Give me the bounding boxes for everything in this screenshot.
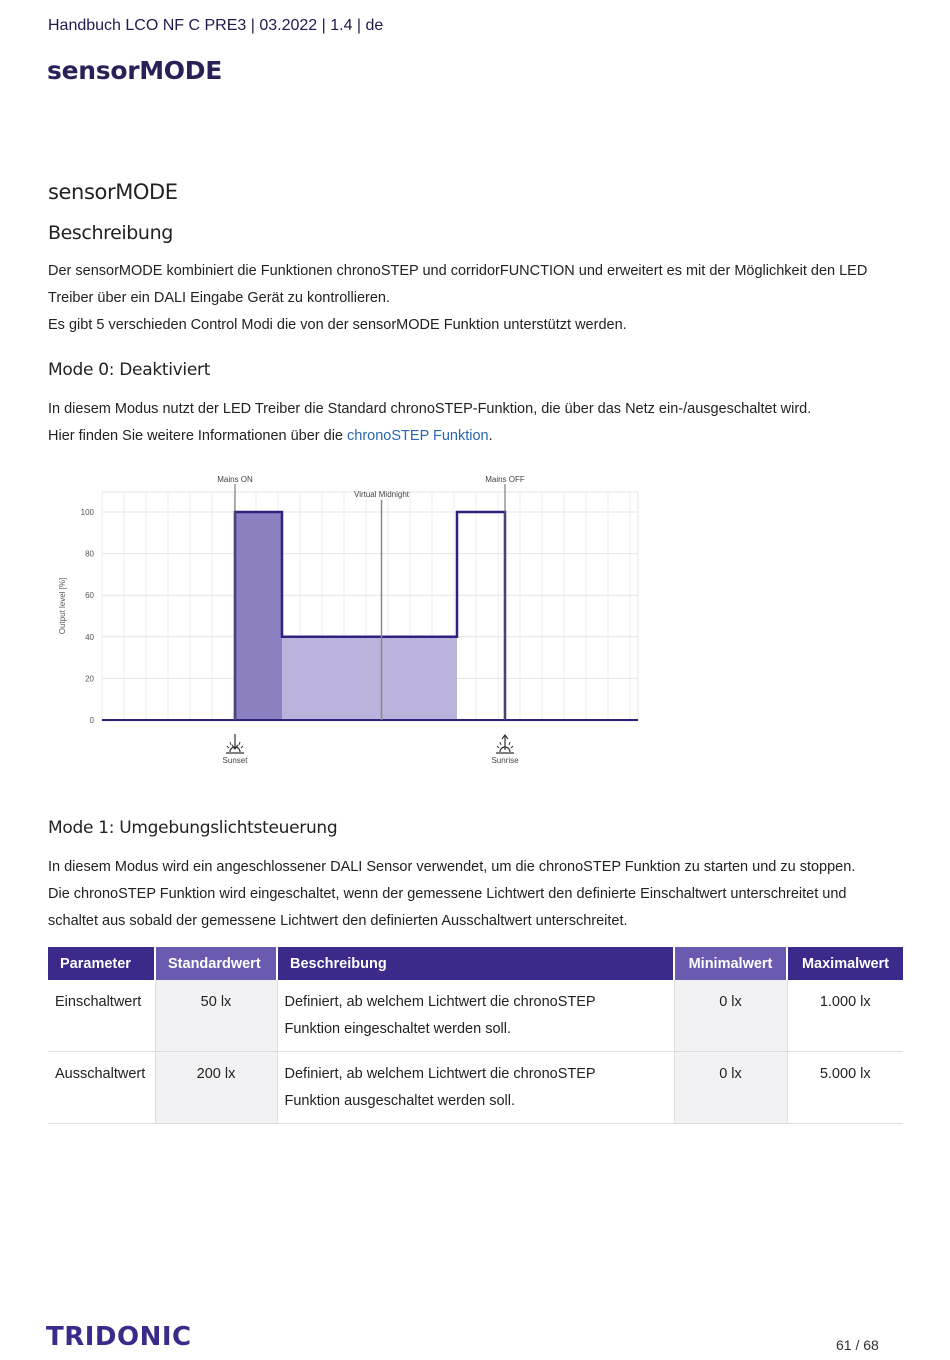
- y-tick-label: 100: [80, 508, 94, 517]
- virtual-midnight-label: Virtual Midnight: [354, 490, 409, 499]
- table-row: [48, 980, 903, 1052]
- mains-off-label: Mains OFF: [485, 475, 525, 484]
- mode1-heading: Mode 1: Umgebungslichtsteuerung: [48, 818, 338, 838]
- description-line-1: Der sensorMODE kombiniert die Funktionen chronoSTEP und corridorFUNCTION und erweitert es mit der Möglichkeit den LED: [48, 263, 868, 279]
- description-paragraph: [48, 258, 908, 339]
- cell-default: 50 lx: [155, 980, 277, 1052]
- sun-ray: [227, 746, 229, 748]
- cell-description: [277, 1052, 674, 1124]
- sun-ray: [230, 742, 231, 745]
- y-tick-label: 60: [85, 591, 94, 601]
- chronostep-link[interactable]: chronoSTEP Funktion: [347, 428, 489, 444]
- area-segment-middle: [282, 637, 457, 720]
- cell-min: 0 lx: [674, 980, 787, 1052]
- chronostep-chart: [48, 466, 648, 776]
- sun-ray: [509, 742, 510, 745]
- header-section-title: sensorMODE: [47, 56, 222, 85]
- mode0-line-1: In diesem Modus nutzt der LED Treiber die Standard chronoSTEP-Funktion, die über das Netz ein-/ausgeschaltet wird.: [48, 401, 812, 417]
- cell-parameter: Ausschaltwert: [48, 1052, 155, 1124]
- table-row: [48, 1052, 903, 1124]
- y-tick-label: 0: [89, 716, 94, 725]
- cell-min: 0 lx: [674, 1052, 787, 1124]
- header-parameter: Parameter: [48, 947, 155, 980]
- description-line: Definiert, ab welchem Lichtwert die chronoSTEP: [284, 1066, 596, 1082]
- mode1-line-3: schaltet aus sobald der gemessene Lichtwert den definierten Ausschaltwert unterschreitet.: [48, 913, 628, 929]
- sunset-label: Sunset: [222, 756, 248, 765]
- header-max: Maximalwert: [787, 947, 903, 980]
- cell-max: 5.000 lx: [787, 1052, 903, 1124]
- description-line: Funktion eingeschaltet werden soll.: [284, 1021, 511, 1037]
- sun-ray: [239, 742, 240, 745]
- section-heading: Beschreibung: [48, 222, 173, 244]
- header-doc-info: Handbuch LCO NF C PRE3 | 03.2022 | 1.4 | de: [48, 17, 384, 34]
- sunset-icon: [226, 734, 244, 753]
- header-min: Minimalwert: [674, 947, 787, 980]
- page-title: sensorMODE: [48, 180, 178, 204]
- mode1-line-1: In diesem Modus wird ein angeschlossener DALI Sensor verwendet, um die chronoSTEP Funktion zu starten und zu stoppen.: [48, 859, 856, 875]
- table-header-row: [48, 947, 903, 980]
- sunrise-label: Sunrise: [491, 756, 519, 765]
- description-line-3: Es gibt 5 verschieden Control Modi die von der sensorMODE Funktion unterstützt werden.: [48, 317, 627, 333]
- mode0-line-2-suffix: .: [488, 428, 493, 444]
- sun-ray: [500, 742, 501, 745]
- mode0-line-2-prefix: Hier finden Sie weitere Informationen über die: [48, 428, 348, 444]
- area-segment-start: [235, 512, 282, 720]
- mode0-paragraph: [48, 396, 908, 450]
- mains-on-label: Mains ON: [217, 475, 253, 484]
- tridonic-logo: TRIDONIC: [46, 1322, 192, 1352]
- chart-y-ticks: [58, 508, 95, 725]
- mode0-line-2: [48, 423, 908, 450]
- header-description: Beschreibung: [277, 947, 674, 980]
- y-tick-label: 20: [85, 674, 94, 684]
- description-line: Definiert, ab welchem Lichtwert die chronoSTEP: [284, 994, 596, 1010]
- mode1-line-2: Die chronoSTEP Funktion wird eingeschaltet, wenn der gemessene Lichtwert den definierte Einschaltwert unterschreitet und: [48, 886, 847, 902]
- y-tick-label: 80: [85, 549, 94, 559]
- cell-max: 1.000 lx: [787, 980, 903, 1052]
- page-number: 61 / 68: [836, 1337, 879, 1353]
- description-line: Funktion ausgeschaltet werden soll.: [284, 1093, 516, 1109]
- mode0-heading: Mode 0: Deaktiviert: [48, 360, 211, 380]
- sunrise-icon: [496, 735, 514, 753]
- cell-parameter: Einschaltwert: [48, 980, 155, 1052]
- sun-ray: [497, 746, 499, 748]
- y-axis-label: Output level [%]: [58, 577, 67, 635]
- cell-description: [277, 980, 674, 1052]
- header-default: Standardwert: [155, 947, 277, 980]
- cell-default: 200 lx: [155, 1052, 277, 1124]
- description-line-2: Treiber über ein DALI Eingabe Gerät zu kontrollieren.: [48, 290, 391, 306]
- sun-ray: [241, 746, 243, 748]
- parameter-table: [48, 947, 903, 1124]
- mode1-paragraph: [48, 854, 908, 935]
- sun-ray: [511, 746, 513, 748]
- y-tick-label: 40: [85, 632, 94, 642]
